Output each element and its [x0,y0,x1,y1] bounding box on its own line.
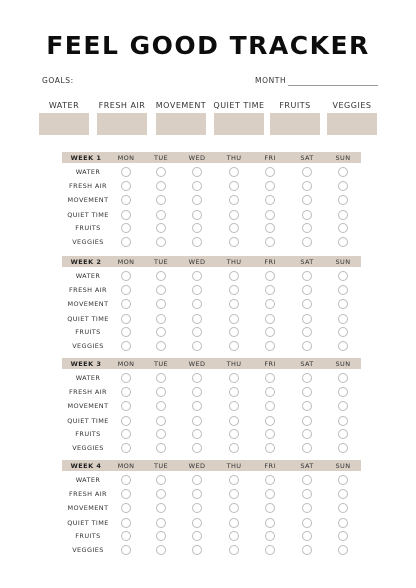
check-circle[interactable] [192,545,202,555]
check-circle[interactable] [121,489,131,499]
check-circle[interactable] [121,237,131,247]
day-label-wed: WED [188,462,206,470]
check-circle[interactable] [192,210,202,220]
check-circle[interactable] [192,475,202,485]
day-label-wed: WED [188,360,206,368]
row-label-water: WATER [75,272,101,280]
day-label-wed: WED [188,258,206,266]
check-circle[interactable] [302,518,312,528]
check-circle[interactable] [338,314,348,324]
check-circle[interactable] [229,503,239,513]
check-circle[interactable] [121,327,131,337]
check-circle[interactable] [229,223,239,233]
day-label-fri: FRI [264,360,276,368]
check-circle[interactable] [338,195,348,205]
check-circle[interactable] [265,429,275,439]
check-circle[interactable] [192,237,202,247]
check-circle[interactable] [192,167,202,177]
category-label-fresh-air: FRESH AIR [98,101,146,110]
check-circle[interactable] [302,531,312,541]
check-circle[interactable] [302,503,312,513]
week-3-section [62,358,361,458]
check-circle[interactable] [156,545,166,555]
check-circle[interactable] [156,210,166,220]
check-circle[interactable] [302,181,312,191]
check-circle[interactable] [338,531,348,541]
check-circle[interactable] [229,237,239,247]
check-circle[interactable] [156,299,166,309]
day-label-mon: MON [117,258,135,266]
month-label: MONTH [255,76,287,85]
check-circle[interactable] [229,271,239,281]
check-circle[interactable] [338,167,348,177]
day-label-thu: THU [226,360,242,368]
check-circle[interactable] [302,489,312,499]
check-circle[interactable] [229,401,239,411]
check-circle[interactable] [192,416,202,426]
row-label-water: WATER [75,168,101,176]
check-circle[interactable] [192,271,202,281]
check-circle[interactable] [265,387,275,397]
check-circle[interactable] [229,167,239,177]
check-circle[interactable] [192,285,202,295]
row-label-fruits: FRUITS [75,532,101,540]
check-circle[interactable] [156,285,166,295]
check-circle[interactable] [302,387,312,397]
category-label-movement: MOVEMENT [155,101,207,110]
check-circle[interactable] [121,210,131,220]
check-circle[interactable] [229,210,239,220]
check-circle[interactable] [229,299,239,309]
check-circle[interactable] [121,401,131,411]
check-circle[interactable] [121,314,131,324]
day-label-thu: THU [226,258,242,266]
check-circle[interactable] [192,195,202,205]
category-box-water[interactable] [39,113,89,135]
row-label-veggies: VEGGIES [72,546,104,554]
check-circle[interactable] [121,195,131,205]
check-circle[interactable] [338,489,348,499]
row-label-movement: MOVEMENT [67,300,109,308]
check-circle[interactable] [156,223,166,233]
check-circle[interactable] [265,373,275,383]
day-label-tue: TUE [153,360,169,368]
day-label-sun: SUN [335,154,351,162]
check-circle[interactable] [229,531,239,541]
check-circle[interactable] [302,341,312,351]
day-label-tue: TUE [153,462,169,470]
check-circle[interactable] [265,285,275,295]
check-circle[interactable] [338,285,348,295]
check-circle[interactable] [121,271,131,281]
row-label-veggies: VEGGIES [72,342,104,350]
check-circle[interactable] [265,299,275,309]
day-label-thu: THU [226,154,242,162]
check-circle[interactable] [156,327,166,337]
check-circle[interactable] [192,314,202,324]
check-circle[interactable] [338,387,348,397]
check-circle[interactable] [302,373,312,383]
check-circle[interactable] [192,429,202,439]
check-circle[interactable] [156,416,166,426]
day-label-tue: TUE [153,258,169,266]
check-circle[interactable] [338,443,348,453]
check-circle[interactable] [192,223,202,233]
check-circle[interactable] [338,210,348,220]
row-label-veggies: VEGGIES [72,444,104,452]
week-label: WEEK 4 [70,462,102,470]
check-circle[interactable] [156,181,166,191]
check-circle[interactable] [265,271,275,281]
check-circle[interactable] [302,475,312,485]
day-label-tue: TUE [153,154,169,162]
check-circle[interactable] [265,503,275,513]
check-circle[interactable] [338,401,348,411]
check-circle[interactable] [265,237,275,247]
check-circle[interactable] [192,341,202,351]
row-label-movement: MOVEMENT [67,196,109,204]
check-circle[interactable] [121,503,131,513]
month-input-line[interactable] [288,85,378,86]
check-circle[interactable] [156,518,166,528]
day-label-sat: SAT [300,154,314,162]
check-circle[interactable] [156,387,166,397]
check-circle[interactable] [302,167,312,177]
day-label-wed: WED [188,154,206,162]
check-circle[interactable] [229,518,239,528]
check-circle[interactable] [265,401,275,411]
check-circle[interactable] [121,531,131,541]
week-header [62,358,361,369]
day-label-sat: SAT [300,360,314,368]
row-label-fresh-air: FRESH AIR [69,286,107,294]
row-label-fresh-air: FRESH AIR [69,388,107,396]
check-circle[interactable] [121,443,131,453]
week-1-section [62,152,361,252]
day-label-fri: FRI [264,258,276,266]
check-circle[interactable] [156,373,166,383]
check-circle[interactable] [121,416,131,426]
check-circle[interactable] [265,327,275,337]
check-circle[interactable] [265,314,275,324]
check-circle[interactable] [192,503,202,513]
row-label-fresh-air: FRESH AIR [69,490,107,498]
check-circle[interactable] [265,341,275,351]
row-label-water: WATER [75,476,101,484]
check-circle[interactable] [265,210,275,220]
week-label: WEEK 3 [70,360,102,368]
check-circle[interactable] [302,327,312,337]
check-circle[interactable] [265,443,275,453]
check-circle[interactable] [302,545,312,555]
check-circle[interactable] [338,271,348,281]
category-box-quiet-time[interactable] [214,113,264,135]
day-label-mon: MON [117,360,135,368]
check-circle[interactable] [229,443,239,453]
row-label-fresh-air: FRESH AIR [69,182,107,190]
check-circle[interactable] [121,545,131,555]
check-circle[interactable] [265,518,275,528]
row-label-veggies: VEGGIES [72,238,104,246]
check-circle[interactable] [338,327,348,337]
week-header [62,152,361,163]
check-circle[interactable] [229,387,239,397]
check-circle[interactable] [121,429,131,439]
check-circle[interactable] [121,373,131,383]
check-circle[interactable] [265,531,275,541]
check-circle[interactable] [156,489,166,499]
check-circle[interactable] [156,475,166,485]
category-label-water: WATER [48,101,80,110]
check-circle[interactable] [156,167,166,177]
check-circle[interactable] [338,518,348,528]
check-circle[interactable] [338,341,348,351]
check-circle[interactable] [121,285,131,295]
check-circle[interactable] [229,373,239,383]
check-circle[interactable] [338,475,348,485]
row-label-quiet-time: QUIET TIME [67,315,109,323]
check-circle[interactable] [338,503,348,513]
check-circle[interactable] [338,545,348,555]
day-label-thu: THU [226,462,242,470]
week-label: WEEK 2 [70,258,102,266]
check-circle[interactable] [265,475,275,485]
row-label-movement: MOVEMENT [67,402,109,410]
check-circle[interactable] [302,299,312,309]
week-header [62,256,361,267]
check-circle[interactable] [265,181,275,191]
check-circle[interactable] [302,401,312,411]
check-circle[interactable] [265,545,275,555]
day-label-mon: MON [117,154,135,162]
check-circle[interactable] [156,503,166,513]
day-label-fri: FRI [264,154,276,162]
check-circle[interactable] [302,429,312,439]
check-circle[interactable] [121,223,131,233]
row-label-quiet-time: QUIET TIME [67,211,109,219]
day-label-fri: FRI [264,462,276,470]
check-circle[interactable] [302,210,312,220]
row-label-fruits: FRUITS [75,224,101,232]
check-circle[interactable] [302,285,312,295]
check-circle[interactable] [338,181,348,191]
category-box-movement[interactable] [156,113,206,135]
check-circle[interactable] [156,341,166,351]
check-circle[interactable] [192,489,202,499]
check-circle[interactable] [229,475,239,485]
day-label-sun: SUN [335,258,351,266]
check-circle[interactable] [192,401,202,411]
row-label-movement: MOVEMENT [67,504,109,512]
check-circle[interactable] [229,545,239,555]
check-circle[interactable] [229,195,239,205]
check-circle[interactable] [302,416,312,426]
check-circle[interactable] [229,416,239,426]
check-circle[interactable] [302,195,312,205]
check-circle[interactable] [121,167,131,177]
category-box-fresh-air[interactable] [97,113,147,135]
day-label-sun: SUN [335,462,351,470]
check-circle[interactable] [338,373,348,383]
check-circle[interactable] [265,167,275,177]
category-box-veggies[interactable] [327,113,377,135]
check-circle[interactable] [121,181,131,191]
category-label-veggies: VEGGIES [332,101,372,110]
check-circle[interactable] [229,489,239,499]
check-circle[interactable] [302,237,312,247]
row-label-fruits: FRUITS [75,430,101,438]
check-circle[interactable] [302,314,312,324]
check-circle[interactable] [156,443,166,453]
check-circle[interactable] [192,181,202,191]
check-circle[interactable] [156,401,166,411]
week-header [62,460,361,471]
check-circle[interactable] [156,429,166,439]
check-circle[interactable] [338,299,348,309]
check-circle[interactable] [192,327,202,337]
check-circle[interactable] [121,387,131,397]
check-circle[interactable] [229,314,239,324]
check-circle[interactable] [338,237,348,247]
row-label-quiet-time: QUIET TIME [67,519,109,527]
check-circle[interactable] [302,223,312,233]
check-circle[interactable] [192,299,202,309]
goals-label: GOALS: [42,76,74,85]
check-circle[interactable] [265,489,275,499]
check-circle[interactable] [338,223,348,233]
check-circle[interactable] [265,416,275,426]
check-circle[interactable] [156,314,166,324]
page-title: FEEL GOOD TRACKER [46,31,370,60]
check-circle[interactable] [192,387,202,397]
check-circle[interactable] [265,223,275,233]
check-circle[interactable] [156,195,166,205]
row-label-fruits: FRUITS [75,328,101,336]
check-circle[interactable] [229,341,239,351]
check-circle[interactable] [302,443,312,453]
check-circle[interactable] [338,416,348,426]
check-circle[interactable] [121,518,131,528]
check-circle[interactable] [156,271,166,281]
check-circle[interactable] [192,373,202,383]
check-circle[interactable] [265,195,275,205]
check-circle[interactable] [192,518,202,528]
day-label-sun: SUN [335,360,351,368]
check-circle[interactable] [156,531,166,541]
check-circle[interactable] [121,341,131,351]
check-circle[interactable] [156,237,166,247]
category-box-fruits[interactable] [270,113,320,135]
day-label-sat: SAT [300,462,314,470]
day-label-sat: SAT [300,258,314,266]
check-circle[interactable] [229,181,239,191]
check-circle[interactable] [121,299,131,309]
check-circle[interactable] [338,429,348,439]
day-label-mon: MON [117,462,135,470]
check-circle[interactable] [229,429,239,439]
week-4-section [62,460,361,560]
check-circle[interactable] [229,327,239,337]
week-label: WEEK 1 [70,154,102,162]
row-label-water: WATER [75,374,101,382]
check-circle[interactable] [229,285,239,295]
category-label-quiet-time: QUIET TIME [213,101,265,110]
check-circle[interactable] [121,475,131,485]
check-circle[interactable] [192,531,202,541]
row-label-quiet-time: QUIET TIME [67,417,109,425]
week-2-section [62,256,361,356]
category-label-fruits: FRUITS [279,101,311,110]
check-circle[interactable] [192,443,202,453]
check-circle[interactable] [302,271,312,281]
